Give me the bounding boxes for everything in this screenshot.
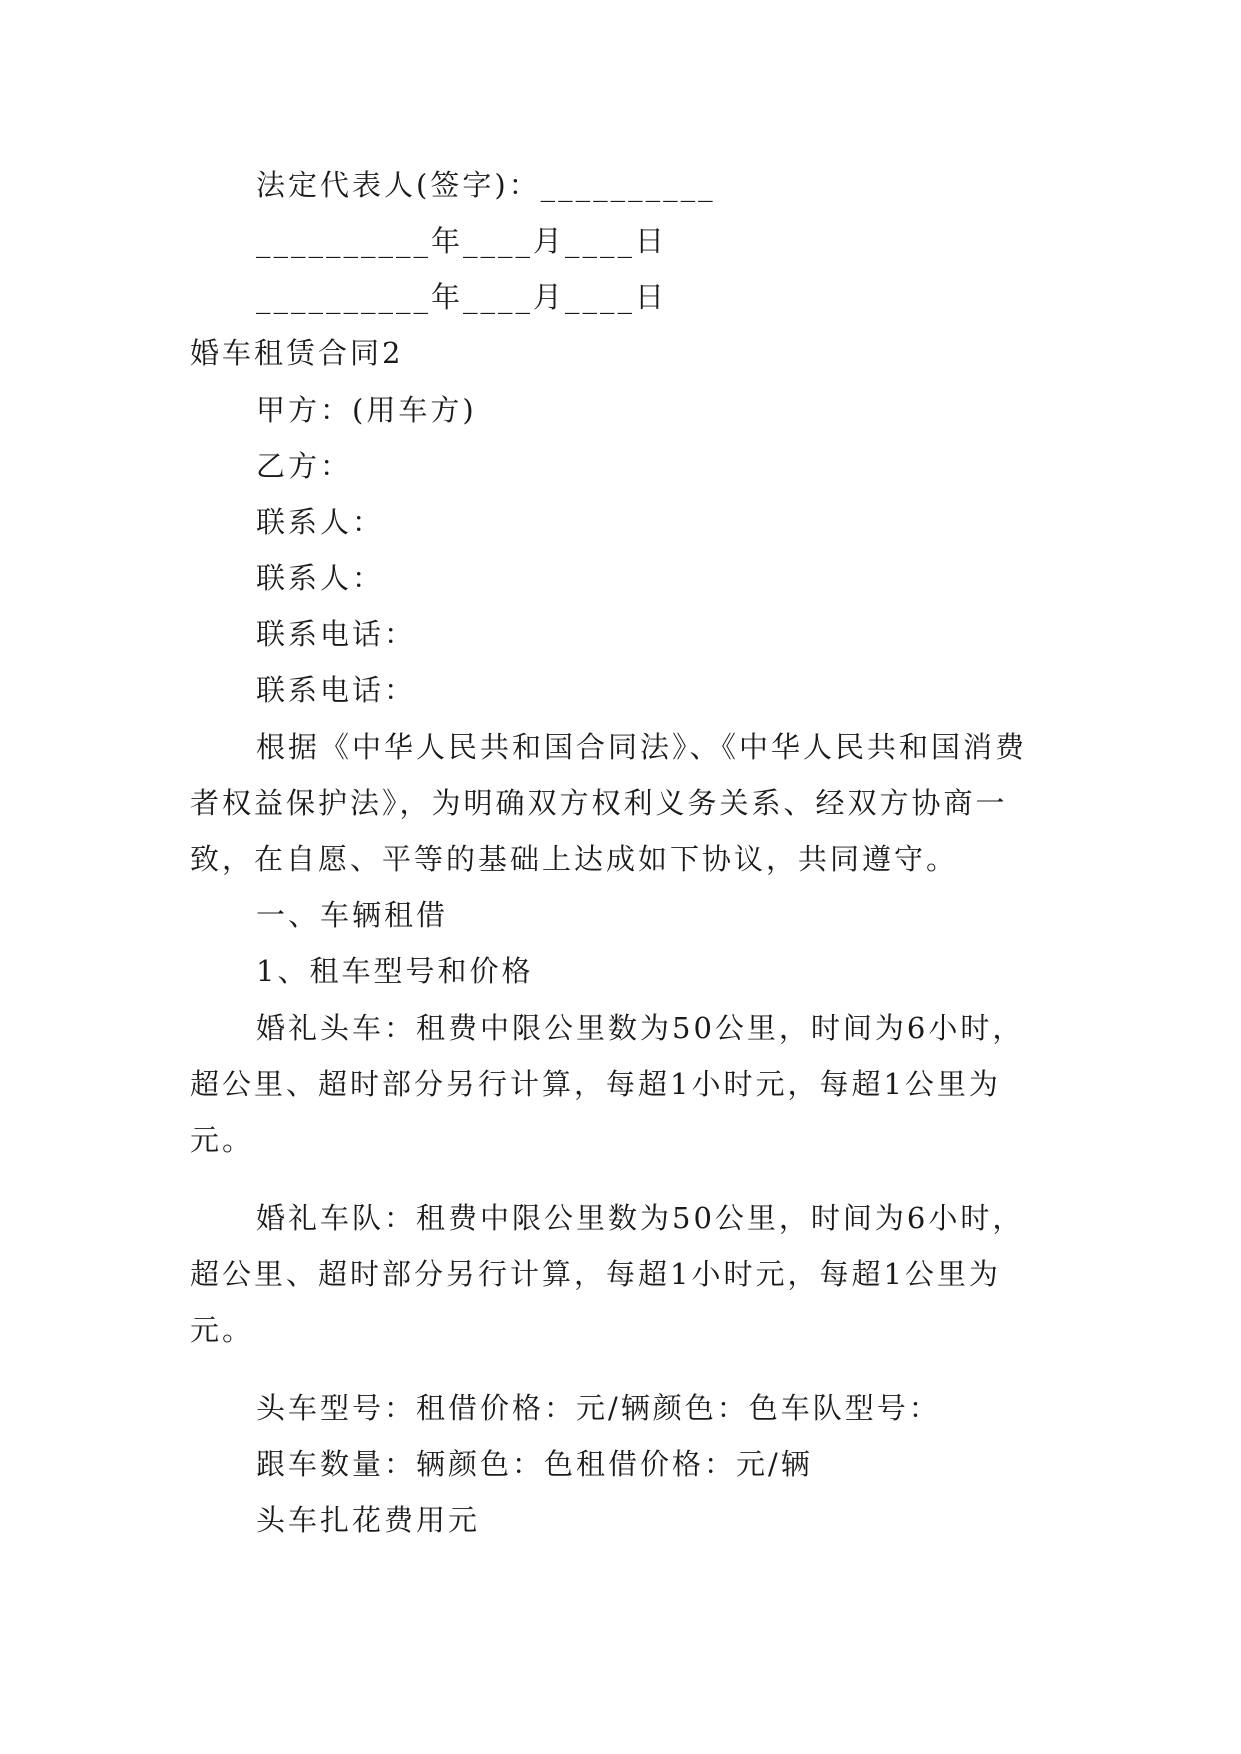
head-car-line-3: 元。 bbox=[190, 1123, 255, 1157]
follow-car-info: 跟车数量：辆颜色：色租借价格：元/辆 bbox=[256, 1447, 813, 1481]
head-car-line-1: 婚礼头车：租费中限公里数为50公里，时间为6小时， bbox=[256, 1011, 1025, 1045]
contact-person-1: 联系人： bbox=[256, 505, 385, 539]
legal-rep-signature: 法定代表人(签字)：__________ bbox=[256, 168, 716, 202]
contact-person-2: 联系人： bbox=[256, 561, 385, 595]
head-car-model: 头车型号：租借价格：元/辆颜色：色车队型号： bbox=[256, 1391, 941, 1425]
contract-title: 婚车租赁合同2 bbox=[190, 336, 404, 370]
contact-phone-2: 联系电话： bbox=[256, 673, 417, 707]
signature-date-1: __________年____月____日 bbox=[256, 224, 668, 258]
contact-phone-1: 联系电话： bbox=[256, 617, 417, 651]
item-heading: 1、租车型号和价格 bbox=[256, 954, 534, 988]
intro-line-3: 致，在自愿、平等的基础上达成如下协议，共同遵守。 bbox=[190, 842, 959, 876]
fleet-line-2: 超公里、超时部分另行计算，每超1小时元，每超1公里为 bbox=[190, 1257, 1001, 1291]
intro-line-1: 根据《中华人民共和国合同法》、《中华人民共和国消费 bbox=[256, 730, 1028, 764]
head-car-line-2: 超公里、超时部分另行计算，每超1小时元，每超1公里为 bbox=[190, 1067, 1001, 1101]
signature-date-2: __________年____月____日 bbox=[256, 280, 668, 314]
fleet-line-1: 婚礼车队：租费中限公里数为50公里，时间为6小时， bbox=[256, 1201, 1025, 1235]
fleet-line-3: 元。 bbox=[190, 1313, 255, 1347]
section-heading: 一、车辆租借 bbox=[256, 898, 449, 932]
party-b: 乙方： bbox=[256, 449, 353, 483]
intro-line-2: 者权益保护法》，为明确双方权利义务关系、经双方协商一 bbox=[190, 786, 1008, 820]
flower-fee: 头车扎花费用元 bbox=[256, 1503, 481, 1537]
party-a: 甲方：(用车方) bbox=[256, 393, 477, 427]
